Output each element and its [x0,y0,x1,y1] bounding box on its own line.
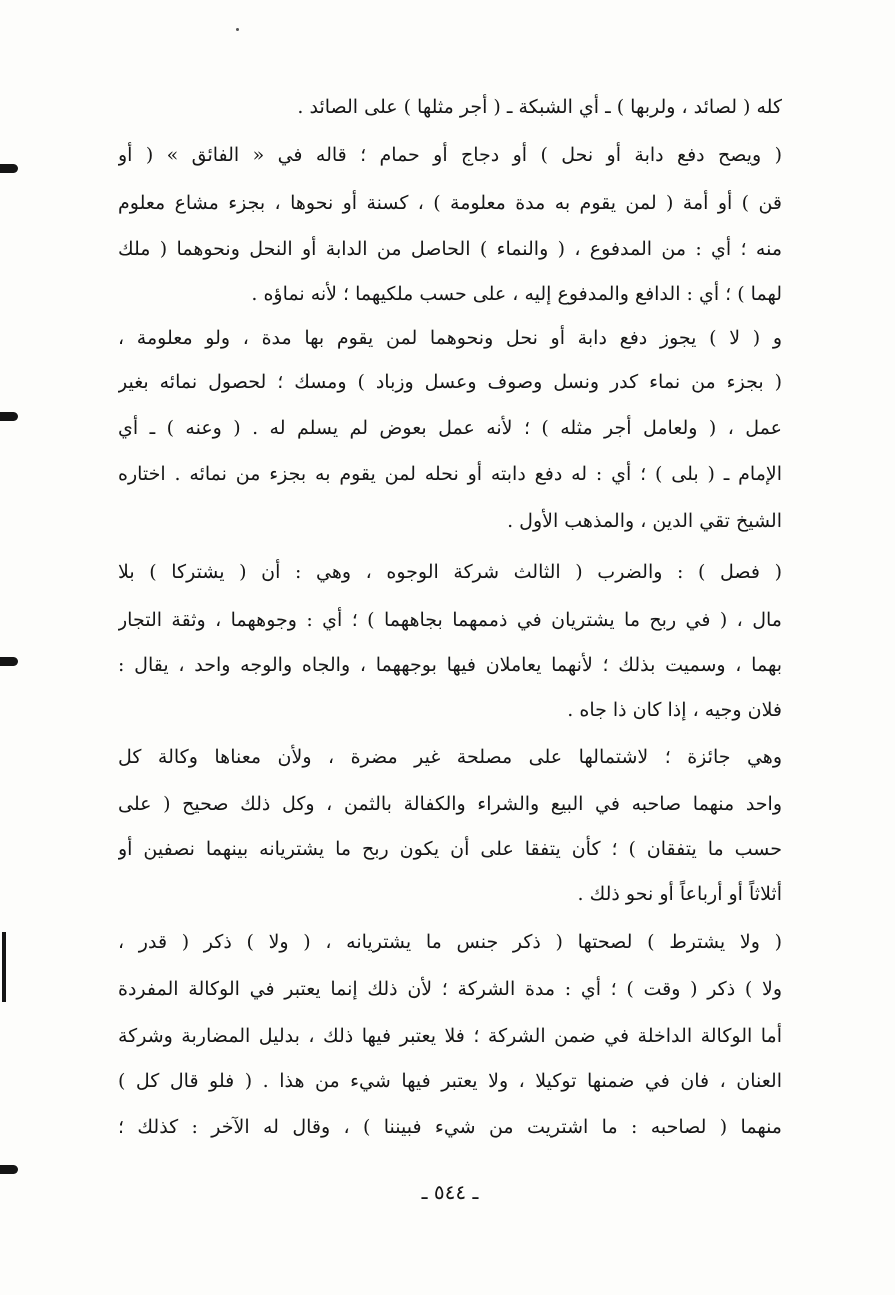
text-line: أما الوكالة الداخلة في ضمن الشركة ؛ فلا يعتبر فيها ذلك ، بدليل المضاربة وشركة [118,1025,782,1047]
margin-scan-mark [0,1165,18,1174]
text-line: ولا ) ذكر ( وقت ) ؛ أي : مدة الشركة ؛ لأن ذلك إنما يعتبر في الوكالة المفردة [118,978,782,1000]
text-line: ( ولا يشترط ) لصحتها ( ذكر جنس ما يشتريانه ، ( ولا ) ذكر ( قدر ، [118,931,782,953]
text-line: أثلاثاً أو أرباعاً أو نحو ذلك . [577,883,782,905]
text-line: فلان وجيه ، إذا كان ذا جاه . [567,699,782,721]
margin-scan-bar [2,932,6,1002]
text-line: وهي جائزة ؛ لاشتمالها على مصلحة غير مضرة ، ولأن معناها وكالة كل [118,746,782,768]
text-line: حسب ما يتفقان ) ؛ كأن يتفقا على أن يكون ربح ما يشتريانه بينهما نصفين أو [118,838,782,860]
text-line: ( ويصح دفع دابة أو نحل ) أو دجاج أو حمام ؛ قاله في « الفائق » ( أو [118,144,782,166]
text-line: الشيخ تقي الدين ، والمذهب الأول . [507,510,782,532]
text-line: منهما ( لصاحبه : ما اشتريت من شيء فبيننا ) ، وقال له الآخر : كذلك ؛ [118,1116,782,1138]
text-line: ( فصل ) : والضرب ( الثالث شركة الوجوه ، وهي : أن ( يشتركا ) بلا [118,561,782,583]
text-line: ( بجزء من نماء كدر ونسل وصوف وعسل وزباد ) ومسك ؛ لحصول نمائه بغير [118,371,782,393]
text-line: واحد منهما صاحبه في البيع والشراء والكفالة بالثمن ، وكل ذلك صحيح ( على [118,793,782,815]
text-line: و ( لا ) يجوز دفع دابة أو نحل ونحوهما لمن يقوم بها مدة ، ولو معلومة ، [118,327,782,349]
text-line: لهما ) ؛ أي : الدافع والمدفوع إليه ، على حسب ملكيهما ؛ لأنه نماؤه . [251,283,782,305]
text-line: منه ؛ أي : من المدفوع ، ( والنماء ) الحاصل من الدابة أو النحل ونحوهما ( ملك [118,238,782,260]
text-line: كله ( لصائد ، ولربها ) ـ أي الشبكة ـ ( أجر مثلها ) على الصائد . [297,96,782,118]
scan-speck [236,28,239,31]
text-line: مال ، ( في ربح ما يشتريان في ذممهما بجاههما ) ؛ أي : وجوههما ، وثقة التجار [118,609,782,631]
page-number: ـ ٥٤٤ ـ [421,1180,479,1204]
text-line: بهما ، وسميت بذلك ؛ لأنهما يعاملان فيها بوجههما ، والجاه والوجه واحد ، يقال : [118,654,782,676]
text-line: عمل ، ( ولعامل أجر مثله ) ؛ لأنه عمل بعوض لم يسلم له . ( وعنه ) ـ أي [118,417,782,439]
text-line: الإمام ـ ( بلى ) ؛ أي : له دفع دابته أو نحله لمن يقوم به بجزء من نمائه . اختاره [118,463,782,485]
margin-scan-mark [0,657,18,666]
text-line: قن ) أو أمة ( لمن يقوم به مدة معلومة ) ، كسنة أو نحوها ، بجزء مشاع معلوم [118,192,782,214]
text-line: العنان ، فان في ضمنها توكيلا ، ولا يعتبر فيها شيء من هذا . ( فلو قال كل ) [118,1070,782,1092]
margin-scan-mark [0,412,18,421]
margin-scan-mark [0,164,18,173]
